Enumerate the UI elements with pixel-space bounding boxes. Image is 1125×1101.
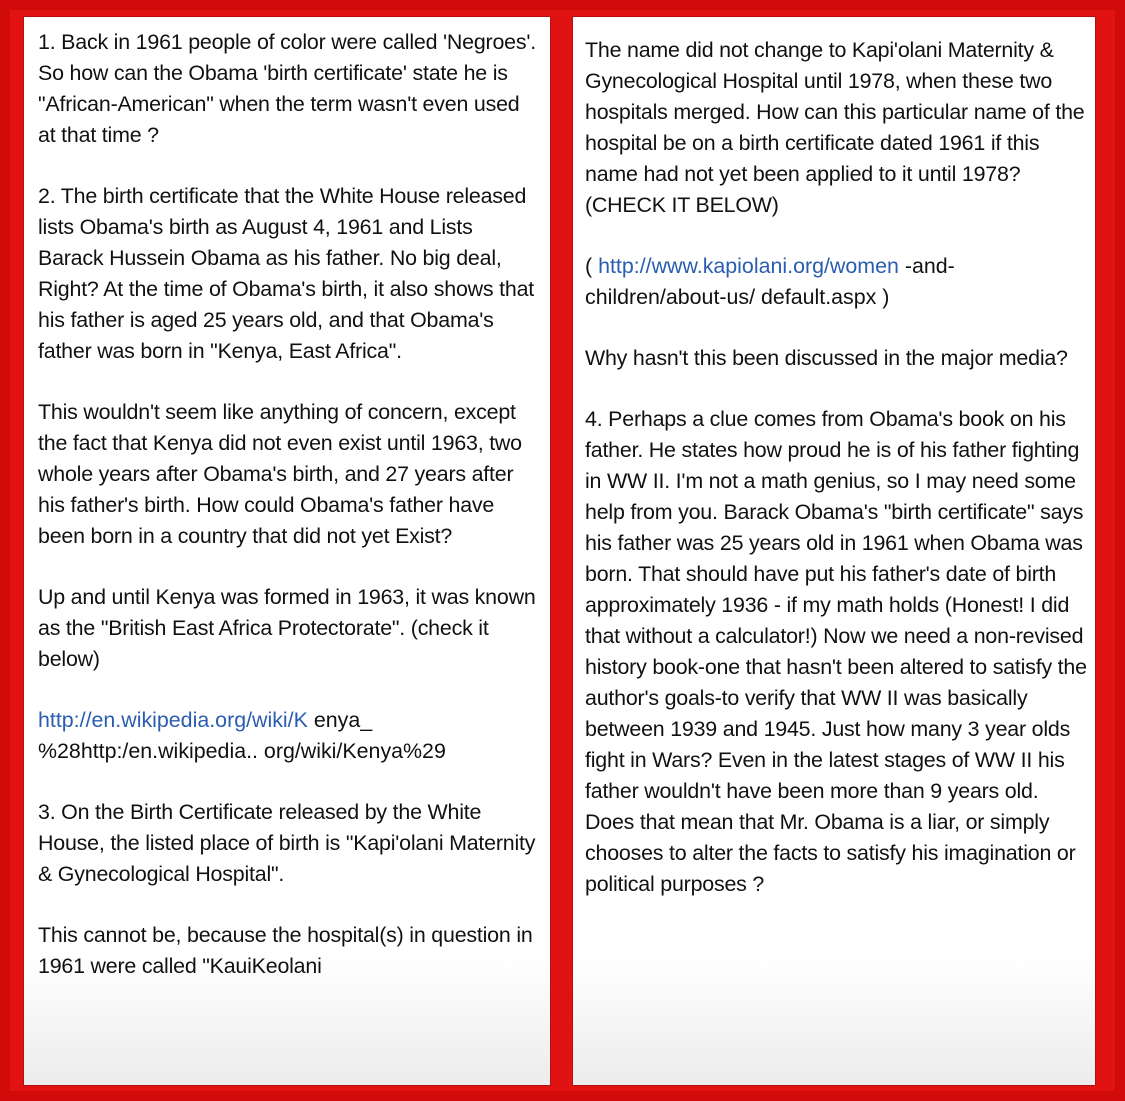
paragraph-hospital-name-1961: This cannot be, because the hospital(s) in question in 1961 were called "KauiKeolani bbox=[38, 923, 533, 978]
kapiolani-link-rest: -and-children/about-us/ default.aspx ) bbox=[585, 254, 955, 309]
left-text-panel bbox=[23, 16, 551, 1086]
right-panel-content bbox=[585, 35, 1087, 930]
kapiolani-link[interactable]: http://www.kapiolani.org/women bbox=[598, 254, 899, 278]
paragraph-kenya-existence: This wouldn't seem like anything of concern, except the fact that Kenya did not even exist until 1963, two whole years after Obama's birth, and 27 years after his father's birth. How could Obama's father have been born in a country that did not yet Exist? bbox=[38, 400, 522, 548]
paragraph-major-media: Why hasn't this been discussed in the major media? bbox=[585, 346, 1068, 370]
kapiolani-link-open: ( bbox=[585, 254, 599, 278]
paragraph-british-east-africa: Up and until Kenya was formed in 1963, it was known as the "British East Africa Protectorate". (check it below) bbox=[38, 585, 536, 671]
wikipedia-link-line2: %28http:/en.wikipedia.. org/wiki/Kenya%29 bbox=[38, 739, 446, 763]
paragraph-4-ww2: 4. Perhaps a clue comes from Obama's book on his father. He states how proud he is of his father fighting in WW II. I'm not a math genius, so I may need some help from you. Barack Obama's "birth certificate" says his father was 25 years old in 1961 when Obama was born. That should have put his father's date of birth approximately 1936 - if my math holds (Honest! I did that without a calculator!) Now we need a non-revised history book-one that hasn't been altered to satisfy the author's goals-to verify that WW II was basically between 1939 and 1945. Just how many 3 year olds fight in Wars? Even in the latest stages of WW II his father wouldn't have been more than 9 years old. Does that mean that Mr. Obama is a liar, or simply chooses to alter the facts to satisfy his imagination or political purposes ? bbox=[585, 407, 1087, 896]
right-text-panel bbox=[572, 16, 1096, 1086]
wikipedia-link-suffix: enya_ bbox=[307, 708, 373, 732]
wikipedia-link-block bbox=[38, 705, 540, 767]
paragraph-3-hospital: 3. On the Birth Certificate released by the White House, the listed place of birth is "Kapi'olani Maternity & Gynecological Hospital". bbox=[38, 800, 536, 886]
paragraph-name-change-1978: The name did not change to Kapi'olani Maternity & Gynecological Hospital until 1978, when these two hospitals merged. How can this particular name of the hospital be on a birth certificate dated 1961 if this name had not yet been applied to it until 1978? (CHECK IT BELOW) bbox=[585, 38, 1085, 217]
left-panel-content bbox=[38, 27, 540, 1012]
wikipedia-link[interactable]: http://en.wikipedia.org/wiki/K bbox=[38, 708, 308, 732]
paragraph-2-birth-certificate: 2. The birth certificate that the White House released lists Obama's birth as August 4, 1961 and Lists Barack Hussein Obama as his father. No big deal, Right? At the time of Obama's birth, it also shows that his father is aged 25 years old, and that Obama's father was born in "Kenya, East Africa". bbox=[38, 184, 535, 363]
kapiolani-link-block bbox=[585, 251, 1087, 313]
paragraph-1-negroes: 1. Back in 1961 people of color were called 'Negroes'. So how can the Obama 'birth certificate' state he is "African-American" when the term wasn't even used at that time ? bbox=[38, 30, 536, 147]
